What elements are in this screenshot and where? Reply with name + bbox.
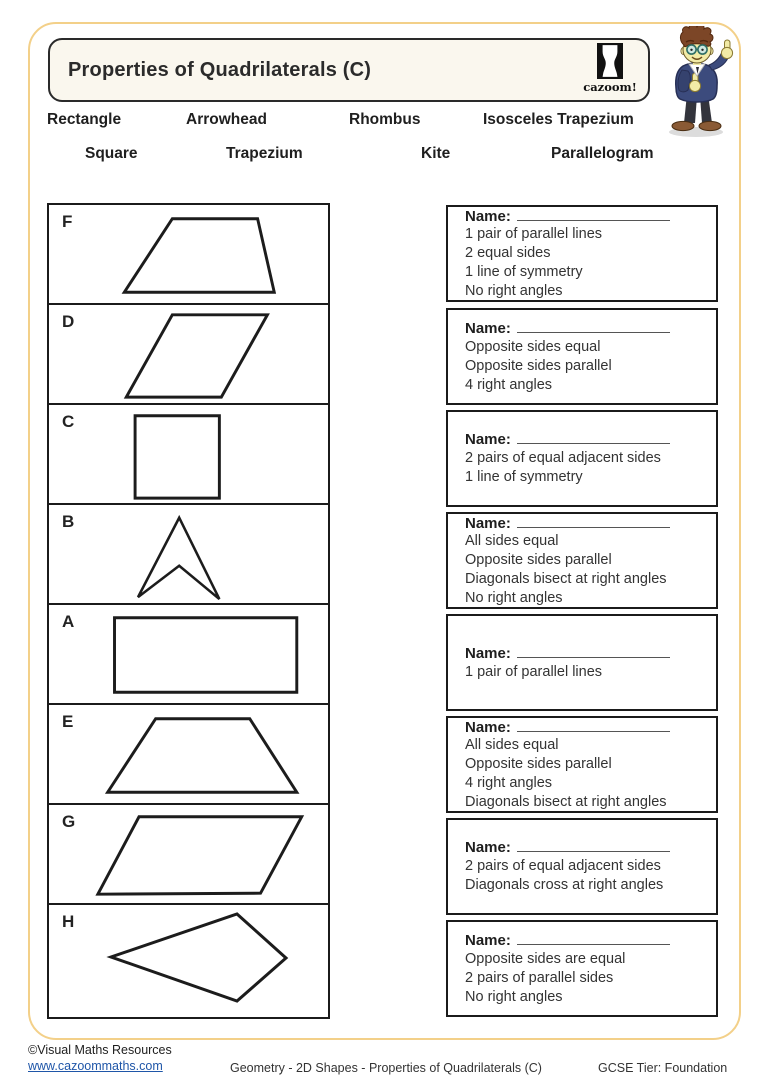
- name-label: Name:: [465, 431, 511, 448]
- property-line: Diagonals bisect at right angles: [465, 793, 667, 810]
- square-shape: [49, 405, 328, 503]
- shape-row-g: [49, 805, 328, 905]
- shape-row-b: [49, 505, 328, 605]
- property-line: 2 pairs of equal adjacent sides: [465, 450, 661, 466]
- properties-box-2: [446, 308, 718, 405]
- property-line: Opposite sides parallel: [465, 755, 612, 772]
- name-label: Name:: [465, 514, 511, 532]
- shape-letter: G: [62, 812, 76, 831]
- property-line: 2 pairs of parallel sides: [465, 969, 614, 986]
- word-parallelogram: Parallelogram: [551, 145, 654, 162]
- property-line: 2 equal sides: [465, 244, 551, 261]
- parallelogram-shape: [49, 305, 328, 403]
- word-square: Square: [85, 145, 138, 162]
- shape-letter: C: [62, 412, 75, 431]
- properties-list: [465, 225, 708, 301]
- name-blank: [517, 644, 670, 658]
- properties-list: [465, 338, 708, 395]
- word-rhombus: Rhombus: [349, 111, 421, 128]
- name-label: Name:: [465, 839, 511, 856]
- properties-list: [465, 532, 708, 608]
- property-line: Opposite sides parallel: [465, 551, 612, 568]
- properties-list: [465, 449, 708, 487]
- kite-shape: [49, 905, 328, 1005]
- name-blank: [517, 838, 670, 852]
- properties-box-8: [446, 920, 718, 1017]
- name-blank: [517, 430, 670, 444]
- footer-worksheet-reference: Geometry - 2D Shapes - Properties of Quadrilaterals (C): [230, 1061, 542, 1075]
- word-kite: Kite: [421, 145, 451, 162]
- properties-box-7: [446, 818, 718, 915]
- word-arrowhead: Arrowhead: [186, 111, 267, 128]
- properties-box-3: [446, 410, 718, 507]
- property-line: 1 line of symmetry: [465, 469, 583, 485]
- name-label: Name:: [465, 644, 511, 662]
- shape-letter: H: [62, 912, 75, 931]
- property-line: 2 pairs of equal adjacent sides: [465, 858, 661, 874]
- page-title: Properties of Quadrilaterals (C): [68, 58, 372, 81]
- rectangle-shape: [49, 605, 328, 703]
- properties-box-5: [446, 614, 718, 711]
- name-label: Name:: [465, 718, 511, 736]
- hourglass-icon: [597, 43, 623, 79]
- property-line: 4 right angles: [465, 774, 553, 791]
- shape-row-f: [49, 205, 328, 305]
- property-line: 4 right angles: [465, 376, 553, 393]
- shape-letter: E: [62, 712, 74, 731]
- shape-letter: B: [62, 512, 75, 531]
- name-label: Name:: [465, 319, 511, 337]
- shape-letter: F: [62, 212, 73, 231]
- footer-copyright: ©Visual Maths Resources: [28, 1043, 172, 1057]
- shape-row-a: [49, 605, 328, 705]
- properties-list: [465, 736, 708, 812]
- properties-box-4: [446, 512, 718, 609]
- property-line: No right angles: [465, 282, 563, 299]
- word-rectangle: Rectangle: [47, 111, 122, 128]
- property-line: No right angles: [465, 988, 563, 1005]
- shape-row-c: [49, 405, 328, 505]
- property-line: 1 line of symmetry: [465, 263, 583, 280]
- property-line: 1 pair of parallel lines: [465, 663, 603, 680]
- properties-list: [465, 857, 708, 895]
- name-blank: [517, 718, 670, 732]
- name-blank: [517, 207, 670, 221]
- properties-box-6: [446, 716, 718, 813]
- properties-list: [465, 663, 708, 682]
- properties-list: [465, 950, 708, 1007]
- word-isosceles-trapezium: Isosceles Trapezium: [483, 111, 634, 128]
- property-line: All sides equal: [465, 532, 559, 549]
- property-line: Opposite sides are equal: [465, 950, 626, 967]
- trapezium-shape: [49, 205, 328, 303]
- word-trapezium: Trapezium: [226, 145, 303, 162]
- footer-website-link[interactable]: www.cazoommaths.com: [28, 1059, 163, 1073]
- name-blank: [517, 514, 670, 528]
- footer-tier-label: GCSE Tier: Foundation: [598, 1061, 728, 1075]
- trapezium-shape: [49, 705, 328, 803]
- shapes-table: [47, 203, 330, 1019]
- name-blank: [517, 319, 670, 333]
- shape-row-h: [49, 905, 328, 1005]
- shape-letter: A: [62, 612, 75, 631]
- property-line: 1 pair of parallel lines: [465, 225, 603, 242]
- shape-row-d: [49, 305, 328, 405]
- parallelogram-shape: [49, 805, 328, 903]
- title-box: [48, 38, 650, 102]
- shape-letter: D: [62, 312, 75, 331]
- property-line: Opposite sides parallel: [465, 357, 612, 374]
- property-line: Diagonals cross at right angles: [465, 877, 664, 893]
- shape-row-e: [49, 705, 328, 805]
- arrowhead-shape: [49, 505, 328, 603]
- property-line: Opposite sides equal: [465, 338, 601, 355]
- name-label: Name:: [465, 931, 511, 949]
- mascot-boy-illustration: [652, 26, 746, 140]
- cazoom-logo: [578, 43, 642, 94]
- property-line: Diagonals bisect at right angles: [465, 570, 667, 587]
- logo-wordmark: cazoom!: [583, 80, 637, 94]
- name-blank: [517, 931, 670, 945]
- name-label: Name:: [465, 207, 511, 225]
- property-line: No right angles: [465, 589, 563, 606]
- property-line: All sides equal: [465, 736, 559, 753]
- properties-box-1: [446, 205, 718, 302]
